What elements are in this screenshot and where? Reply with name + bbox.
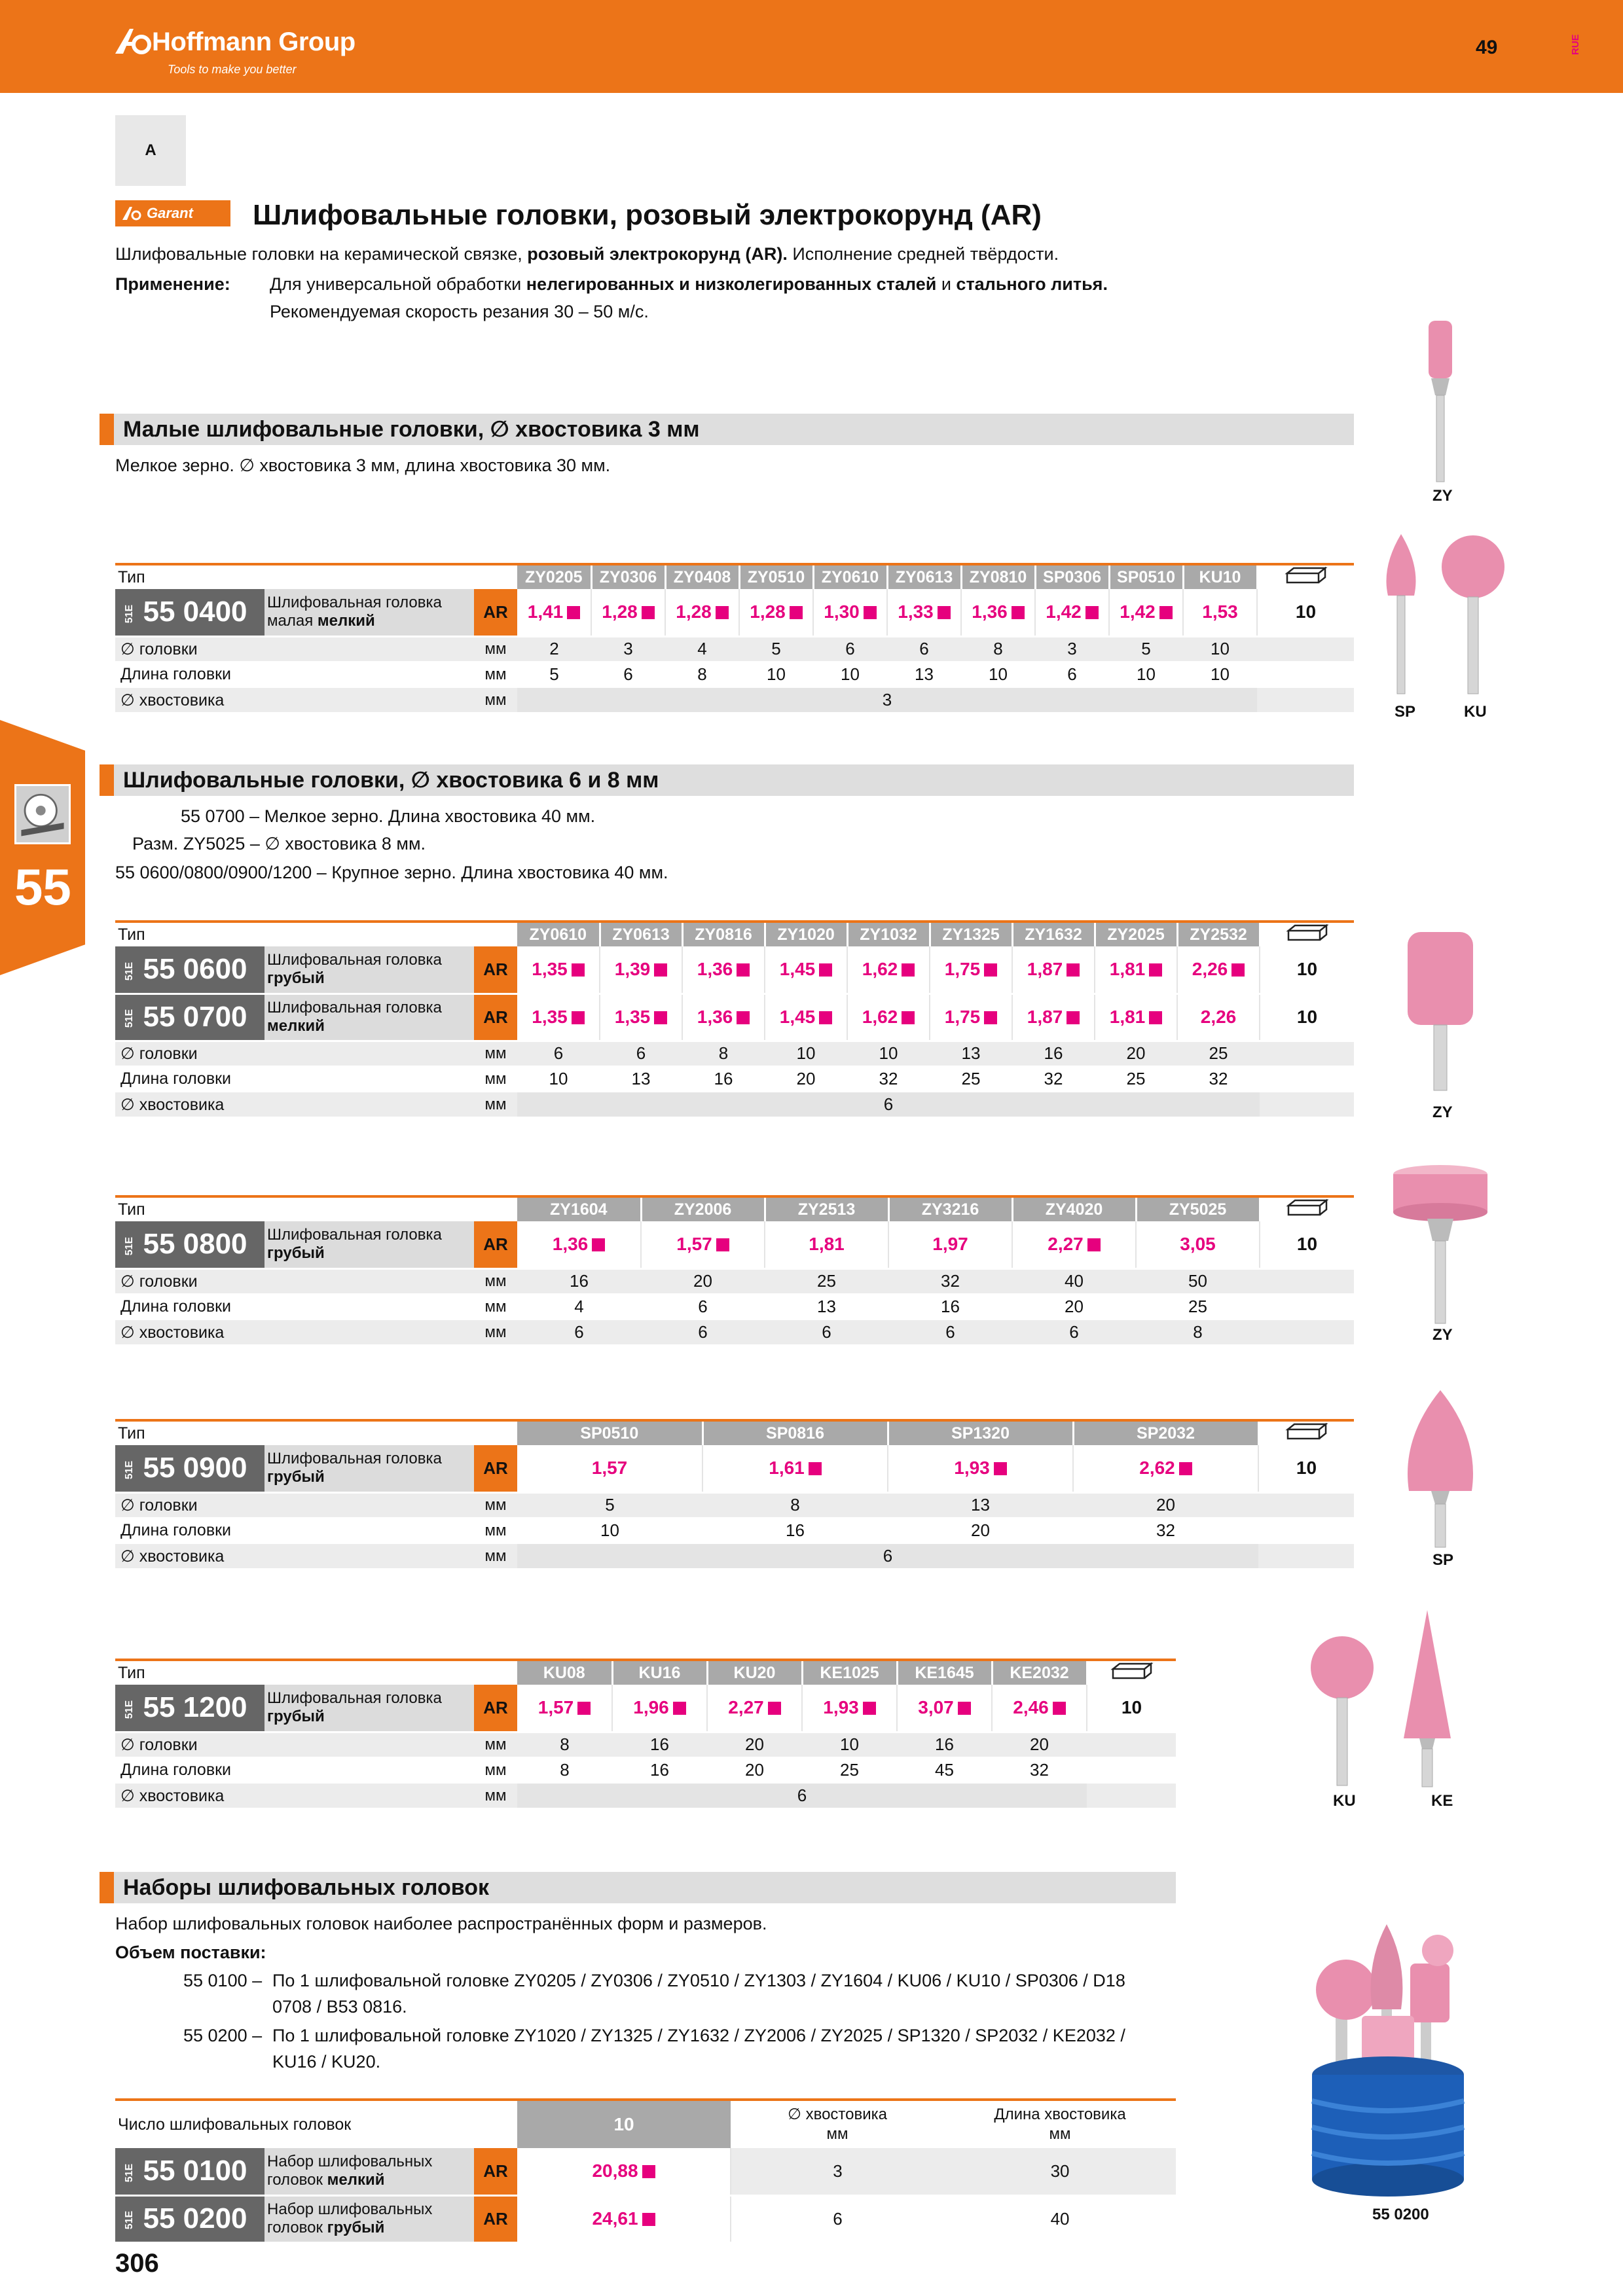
price: 1,81 bbox=[1095, 946, 1177, 994]
spec-value: 32 bbox=[888, 1268, 1012, 1294]
caption-set: 55 0200 bbox=[1372, 2206, 1429, 2223]
abrasive-ar: AR bbox=[474, 2148, 517, 2195]
abrasive-ar: AR bbox=[474, 589, 517, 636]
type-code: ZY1604 bbox=[517, 1196, 641, 1221]
spec-value: 10 bbox=[765, 1041, 847, 1066]
price: 1,61 bbox=[702, 1445, 888, 1492]
package-box-icon bbox=[1260, 1196, 1354, 1221]
article-number: 51E 55 0700 bbox=[115, 994, 264, 1041]
shank-diameter: 3 bbox=[731, 2148, 944, 2195]
spec-label: ∅ хвостовика bbox=[115, 1543, 474, 1569]
caption-ku: KU bbox=[1333, 1792, 1356, 1810]
spec-value: 25 bbox=[1177, 1041, 1260, 1066]
sp-ku-heads-image bbox=[1381, 528, 1525, 699]
price: 1,57 bbox=[517, 1445, 702, 1492]
spec-value: 5 bbox=[517, 662, 591, 687]
article-number: 51E 55 1200 bbox=[115, 1685, 264, 1732]
spec-value: 25 bbox=[930, 1066, 1012, 1092]
price: 1,81 bbox=[1095, 994, 1177, 1041]
spec-value: 25 bbox=[765, 1268, 888, 1294]
spec-label: ∅ хвостовика bbox=[115, 1319, 474, 1345]
section-letter: A bbox=[115, 115, 186, 186]
type-label: Тип bbox=[115, 1660, 517, 1685]
spec-value: 6 bbox=[1012, 1319, 1136, 1345]
page-title: Шлифовальные головки, розовый электрокорунд (AR) bbox=[253, 199, 1042, 231]
price: 1,93 bbox=[888, 1445, 1073, 1492]
set-count-label: Число шлифовальных головок bbox=[115, 2100, 517, 2148]
type-code: KU20 bbox=[707, 1660, 802, 1685]
article-description: Шлифовальная головка грубый bbox=[264, 1685, 474, 1732]
type-code: ZY0613 bbox=[600, 922, 682, 946]
spec-value: 13 bbox=[887, 662, 961, 687]
spec-unit: мм bbox=[474, 1268, 517, 1294]
price: 2,62 bbox=[1073, 1445, 1258, 1492]
chapter-tab bbox=[0, 720, 85, 975]
spec-value: 16 bbox=[702, 1518, 888, 1543]
spec-value: 6 bbox=[888, 1319, 1012, 1345]
price: 1,96 bbox=[612, 1685, 707, 1732]
price: 1,45 bbox=[765, 946, 847, 994]
brand-tagline: Tools to make you better bbox=[168, 63, 297, 76]
type-code: ZY2025 bbox=[1095, 922, 1177, 946]
article-number: 51E 55 0200 bbox=[115, 2195, 264, 2242]
spec-value: 13 bbox=[888, 1492, 1073, 1518]
spec-value: 32 bbox=[992, 1757, 1087, 1783]
package-box-icon bbox=[1257, 564, 1354, 589]
type-code: SP0306 bbox=[1035, 564, 1109, 589]
spec-value: 5 bbox=[739, 636, 813, 662]
article-description: Набор шлифовальных головок грубый bbox=[264, 2195, 474, 2242]
spec-unit: мм bbox=[474, 1294, 517, 1319]
price: 1,30 bbox=[813, 589, 887, 636]
table-sets bbox=[115, 2098, 1176, 2244]
spec-unit: мм bbox=[474, 1732, 517, 1757]
price: 2,46 bbox=[992, 1685, 1087, 1732]
type-code: KU10 bbox=[1183, 564, 1257, 589]
spec-value: 10 bbox=[813, 662, 887, 687]
price: 1,57 bbox=[517, 1685, 612, 1732]
spec-value: 10 bbox=[1183, 636, 1257, 662]
abrasive-ar: AR bbox=[474, 1685, 517, 1732]
section-note: 55 0700 – Мелкое зерно. Длина хвостовика 40 мм. bbox=[181, 806, 596, 826]
cutting-speed-note: Рекомендуемая скорость резания 30 – 50 м/с. bbox=[270, 302, 649, 321]
section-sets: Наборы шлифовальных головок bbox=[100, 1872, 1176, 1903]
hoffmann-logo-icon bbox=[114, 26, 152, 55]
caption-zy: ZY bbox=[1432, 487, 1453, 505]
type-code: SP1320 bbox=[888, 1420, 1073, 1445]
type-code: SP0510 bbox=[1109, 564, 1183, 589]
article-number: 51E 55 0900 bbox=[115, 1445, 264, 1492]
price: 1,75 bbox=[930, 946, 1012, 994]
article-number: 51E 55 0800 bbox=[115, 1221, 264, 1268]
spec-value: 16 bbox=[1012, 1041, 1095, 1066]
garant-badge bbox=[115, 200, 230, 226]
spec-unit: мм bbox=[474, 1492, 517, 1518]
spec-value: 8 bbox=[702, 1492, 888, 1518]
type-code: ZY1032 bbox=[847, 922, 930, 946]
price: 20,88 bbox=[517, 2148, 731, 2195]
article-description: Шлифовальная головка малая мелкий bbox=[264, 589, 474, 636]
spec-value: 6 bbox=[517, 1543, 1258, 1569]
price: 1,36 bbox=[682, 946, 765, 994]
spec-unit: мм bbox=[474, 1066, 517, 1092]
spec-label: ∅ головки bbox=[115, 1492, 474, 1518]
price: 1,33 bbox=[887, 589, 961, 636]
spec-value: 6 bbox=[813, 636, 887, 662]
type-code: KE1025 bbox=[802, 1660, 897, 1685]
abrasive-ar: AR bbox=[474, 994, 517, 1041]
article-number: 51E 55 0400 bbox=[115, 589, 264, 636]
price: 1,42 bbox=[1035, 589, 1109, 636]
ku-ke-heads-image bbox=[1303, 1607, 1473, 1791]
spec-value: 45 bbox=[897, 1757, 992, 1783]
spec-value: 20 bbox=[765, 1066, 847, 1092]
type-code: ZY4020 bbox=[1012, 1196, 1136, 1221]
section-small-heads: Малые шлифовальные головки, ∅ хвостовика 3 мм bbox=[100, 414, 1354, 445]
spec-label: ∅ головки bbox=[115, 1732, 474, 1757]
pack-quantity: 10 bbox=[1258, 1445, 1354, 1492]
spec-unit: мм bbox=[474, 1518, 517, 1543]
spec-value: 16 bbox=[612, 1757, 707, 1783]
type-code: ZY0610 bbox=[813, 564, 887, 589]
price: 1,45 bbox=[765, 994, 847, 1041]
price: 1,28 bbox=[739, 589, 813, 636]
price: 1,75 bbox=[930, 994, 1012, 1041]
spec-value: 10 bbox=[847, 1041, 930, 1066]
spec-value: 6 bbox=[517, 1092, 1260, 1117]
price: 1,87 bbox=[1012, 994, 1095, 1041]
package-box-icon bbox=[1258, 1420, 1354, 1445]
article-description: Шлифовальная головка грубый bbox=[264, 1445, 474, 1492]
price: 1,36 bbox=[682, 994, 765, 1041]
spec-value: 20 bbox=[707, 1757, 802, 1783]
spec-label: Длина головки bbox=[115, 1757, 474, 1783]
type-code: ZY0816 bbox=[682, 922, 765, 946]
caption-zy: ZY bbox=[1432, 1103, 1453, 1121]
caption-sp: SP bbox=[1395, 703, 1416, 721]
type-code: SP0510 bbox=[517, 1420, 702, 1445]
caption-ku: KU bbox=[1464, 703, 1487, 721]
type-code: ZY0810 bbox=[961, 564, 1035, 589]
table-550800 bbox=[115, 1195, 1354, 1346]
col-shank-diameter: ∅ хвостовика мм bbox=[731, 2100, 944, 2148]
price: 3,07 bbox=[897, 1685, 992, 1732]
spec-unit: мм bbox=[474, 1543, 517, 1569]
spec-label: ∅ хвостовика bbox=[115, 1783, 474, 1808]
spec-value: 6 bbox=[517, 1783, 1087, 1808]
spec-value: 32 bbox=[847, 1066, 930, 1092]
spec-value: 6 bbox=[517, 1041, 600, 1066]
spec-value: 20 bbox=[1073, 1492, 1258, 1518]
spec-value: 6 bbox=[641, 1319, 765, 1345]
spec-value: 16 bbox=[682, 1066, 765, 1092]
page-number-top: 49 bbox=[1476, 37, 1498, 58]
price: 2,26 bbox=[1177, 946, 1260, 994]
spec-value: 8 bbox=[1136, 1319, 1260, 1345]
spec-label: Длина головки bbox=[115, 1066, 474, 1092]
type-code: ZY0408 bbox=[665, 564, 739, 589]
spec-value: 10 bbox=[517, 1066, 600, 1092]
type-code: ZY1325 bbox=[930, 922, 1012, 946]
caption-ke: KE bbox=[1431, 1792, 1453, 1810]
spec-value: 32 bbox=[1012, 1066, 1095, 1092]
article-description: Шлифовальная головка грубый bbox=[264, 946, 474, 994]
caption-zy: ZY bbox=[1432, 1326, 1453, 1344]
type-label: Тип bbox=[115, 1420, 517, 1445]
spec-value: 6 bbox=[600, 1041, 682, 1066]
abrasive-ar: AR bbox=[474, 1221, 517, 1268]
type-code: ZY5025 bbox=[1136, 1196, 1260, 1221]
spec-value: 6 bbox=[765, 1319, 888, 1345]
price: 2,27 bbox=[707, 1685, 802, 1732]
article-number: 51E 55 0600 bbox=[115, 946, 264, 994]
type-label: Тип bbox=[115, 564, 517, 589]
price: 1,28 bbox=[591, 589, 665, 636]
article-number: 51E 55 0100 bbox=[115, 2148, 264, 2195]
language-tag: RUE bbox=[1570, 34, 1581, 55]
garant-label: Garant bbox=[147, 205, 193, 221]
brand-name: Hoffmann Group bbox=[152, 27, 356, 56]
spec-value: 20 bbox=[992, 1732, 1087, 1757]
sets-scope-label: Объем поставки: bbox=[115, 1943, 266, 1962]
shank-length: 30 bbox=[944, 2148, 1176, 2195]
price: 1,57 bbox=[641, 1221, 765, 1268]
type-code: SP2032 bbox=[1073, 1420, 1258, 1445]
spec-label: ∅ головки bbox=[115, 1041, 474, 1066]
spec-value: 6 bbox=[887, 636, 961, 662]
pack-quantity: 10 bbox=[1260, 946, 1354, 994]
pack-quantity: 10 bbox=[1257, 589, 1354, 636]
type-label: Тип bbox=[115, 1196, 517, 1221]
table-551200 bbox=[115, 1659, 1176, 1809]
spec-value: 25 bbox=[1095, 1066, 1177, 1092]
spec-value: 3 bbox=[591, 636, 665, 662]
pack-quantity: 10 bbox=[1260, 994, 1354, 1041]
spec-value: 3 bbox=[517, 687, 1257, 713]
price: 1,53 bbox=[1183, 589, 1257, 636]
table-550600-550700 bbox=[115, 920, 1354, 1118]
spec-unit: мм bbox=[474, 1092, 517, 1117]
shank-length: 40 bbox=[944, 2195, 1176, 2242]
spec-value: 8 bbox=[517, 1732, 612, 1757]
spec-unit: мм bbox=[474, 1757, 517, 1783]
price: 1,39 bbox=[600, 946, 682, 994]
price: 2,27 bbox=[1012, 1221, 1136, 1268]
spec-unit: мм bbox=[474, 1783, 517, 1808]
spec-label: Длина головки bbox=[115, 1294, 474, 1319]
sp-head-large-image bbox=[1395, 1386, 1486, 1550]
spec-value: 20 bbox=[888, 1518, 1073, 1543]
type-code: ZY0613 bbox=[887, 564, 961, 589]
spec-value: 8 bbox=[682, 1041, 765, 1066]
type-code: ZY0205 bbox=[517, 564, 591, 589]
spec-value: 6 bbox=[1035, 662, 1109, 687]
abrasive-ar: AR bbox=[474, 2195, 517, 2242]
spec-value: 25 bbox=[802, 1757, 897, 1783]
caption-sp: SP bbox=[1432, 1551, 1454, 1569]
article-description: Набор шлифовальных головок мелкий bbox=[264, 2148, 474, 2195]
spec-unit: мм bbox=[474, 662, 517, 687]
type-code: ZY1632 bbox=[1012, 922, 1095, 946]
spec-value: 4 bbox=[517, 1294, 641, 1319]
set-item: 55 0200 – По 1 шлифовальной головке ZY1020 / ZY1325 / ZY1632 / ZY2006 / ZY2025 / SP1320 / SP2032 / KE2032 / KU16 / KU20. bbox=[183, 2026, 1125, 2072]
spec-label: ∅ хвостовика bbox=[115, 687, 474, 713]
spec-value: 40 bbox=[1012, 1268, 1136, 1294]
type-code: ZY1020 bbox=[765, 922, 847, 946]
spec-value: 10 bbox=[1109, 662, 1183, 687]
price: 24,61 bbox=[517, 2195, 731, 2242]
spec-label: ∅ хвостовика bbox=[115, 1092, 474, 1117]
package-box-icon bbox=[1087, 1660, 1176, 1685]
abrasive-ar: AR bbox=[474, 1445, 517, 1492]
spec-value: 20 bbox=[1012, 1294, 1136, 1319]
col-shank-length: Длина хвостовика мм bbox=[944, 2100, 1176, 2148]
type-code: ZY0510 bbox=[739, 564, 813, 589]
price: 1,35 bbox=[600, 994, 682, 1041]
spec-value: 10 bbox=[961, 662, 1035, 687]
spec-value: 20 bbox=[641, 1268, 765, 1294]
type-code: ZY0610 bbox=[517, 922, 600, 946]
section-heads-6-8: Шлифовальные головки, ∅ хвостовика 6 и 8 мм bbox=[100, 764, 1354, 796]
spec-value: 50 bbox=[1136, 1268, 1260, 1294]
spec-value: 13 bbox=[930, 1041, 1012, 1066]
spec-value: 16 bbox=[888, 1294, 1012, 1319]
spec-value: 8 bbox=[961, 636, 1035, 662]
price: 1,36 bbox=[961, 589, 1035, 636]
spec-value: 10 bbox=[739, 662, 813, 687]
pack-quantity: 10 bbox=[1087, 1685, 1176, 1732]
spec-unit: мм bbox=[474, 1041, 517, 1066]
spec-value: 13 bbox=[600, 1066, 682, 1092]
type-code: ZY0306 bbox=[591, 564, 665, 589]
application-label: Применение: bbox=[115, 274, 230, 294]
spec-value: 20 bbox=[707, 1732, 802, 1757]
spec-value: 8 bbox=[665, 662, 739, 687]
price: 1,87 bbox=[1012, 946, 1095, 994]
garant-logo-icon bbox=[122, 206, 141, 221]
chapter-number: 55 bbox=[14, 858, 71, 916]
type-label: Тип bbox=[115, 922, 517, 946]
sets-description: Набор шлифовальных головок наиболее распространённых форм и размеров. bbox=[115, 1914, 767, 1933]
table-550900 bbox=[115, 1419, 1354, 1570]
spec-value: 16 bbox=[517, 1268, 641, 1294]
section-note: Разм. ZY5025 – ∅ хвостовика 8 мм. bbox=[132, 834, 426, 853]
spec-unit: мм bbox=[474, 687, 517, 713]
spec-label: Длина головки bbox=[115, 1518, 474, 1543]
type-code: SP0816 bbox=[702, 1420, 888, 1445]
application-line: Применение: Для универсальной обработки нелегированных и низколегированных сталей и стального литья. bbox=[115, 271, 1108, 297]
spec-value: 10 bbox=[517, 1518, 702, 1543]
price: 1,36 bbox=[517, 1221, 641, 1268]
shank-diameter: 6 bbox=[731, 2195, 944, 2242]
spec-value: 13 bbox=[765, 1294, 888, 1319]
type-code: KE2032 bbox=[992, 1660, 1087, 1685]
table-550400 bbox=[115, 563, 1354, 713]
type-code: ZY2532 bbox=[1177, 922, 1260, 946]
spec-value: 32 bbox=[1073, 1518, 1258, 1543]
spec-value: 6 bbox=[517, 1319, 641, 1345]
spec-value: 3 bbox=[1035, 636, 1109, 662]
spec-value: 5 bbox=[517, 1492, 702, 1518]
price: 1,35 bbox=[517, 994, 600, 1041]
spec-value: 2 bbox=[517, 636, 591, 662]
package-box-icon bbox=[1260, 922, 1354, 946]
article-description: Шлифовальная головка грубый bbox=[264, 1221, 474, 1268]
article-description: Шлифовальная головка мелкий bbox=[264, 994, 474, 1041]
type-code: ZY2006 bbox=[641, 1196, 765, 1221]
grinding-set-image bbox=[1309, 1911, 1467, 2199]
type-code: KU08 bbox=[517, 1660, 612, 1685]
price: 3,05 bbox=[1136, 1221, 1260, 1268]
spec-unit: мм bbox=[474, 636, 517, 662]
spec-value: 16 bbox=[897, 1732, 992, 1757]
section-note: 55 0600/0800/0900/1200 – Крупное зерно. Длина хвостовика 40 мм. bbox=[115, 863, 668, 882]
price: 1,62 bbox=[847, 994, 930, 1041]
set-count-value: 10 bbox=[517, 2100, 731, 2148]
spec-value: 4 bbox=[665, 636, 739, 662]
spec-value: 20 bbox=[1095, 1041, 1177, 1066]
spec-value: 10 bbox=[802, 1732, 897, 1757]
price: 1,28 bbox=[665, 589, 739, 636]
spec-value: 16 bbox=[612, 1732, 707, 1757]
spec-value: 6 bbox=[591, 662, 665, 687]
spec-value: 25 bbox=[1136, 1294, 1260, 1319]
type-code: ZY2513 bbox=[765, 1196, 888, 1221]
price: 1,42 bbox=[1109, 589, 1183, 636]
spec-value: 32 bbox=[1177, 1066, 1260, 1092]
spec-label: ∅ головки bbox=[115, 1268, 474, 1294]
spec-label: ∅ головки bbox=[115, 636, 474, 662]
price: 1,81 bbox=[765, 1221, 888, 1268]
spec-label: Длина головки bbox=[115, 662, 474, 687]
price: 1,93 bbox=[802, 1685, 897, 1732]
price: 2,26 bbox=[1177, 994, 1260, 1041]
type-code: KE1645 bbox=[897, 1660, 992, 1685]
spec-unit: мм bbox=[474, 1319, 517, 1345]
spec-value: 10 bbox=[1183, 662, 1257, 687]
abrasive-ar: AR bbox=[474, 946, 517, 994]
spec-value: 8 bbox=[517, 1757, 612, 1783]
pack-quantity: 10 bbox=[1260, 1221, 1354, 1268]
price: 1,97 bbox=[888, 1221, 1012, 1268]
spec-value: 6 bbox=[641, 1294, 765, 1319]
grinding-wheel-icon bbox=[14, 784, 71, 844]
zy-disc-head-image bbox=[1388, 1162, 1493, 1326]
set-item: 55 0100 – По 1 шлифовальной головке ZY0205 / ZY0306 / ZY0510 / ZY1303 / ZY1604 / KU06 / KU10 / SP0306 / D18 0708 / B53 0816. bbox=[183, 1971, 1125, 2017]
price: 1,41 bbox=[517, 589, 591, 636]
price: 1,62 bbox=[847, 946, 930, 994]
intro-line: Шлифовальные головки на керамической связке, розовый электрокорунд (AR). Исполнение средней твёрдости. bbox=[115, 244, 1059, 264]
type-code: ZY3216 bbox=[888, 1196, 1012, 1221]
price: 1,35 bbox=[517, 946, 600, 994]
zy-head-image bbox=[1408, 318, 1473, 486]
page-number-footer: 306 bbox=[115, 2249, 159, 2278]
section-small-heads-note: Мелкое зерно. ∅ хвостовика 3 мм, длина хвостовика 30 мм. bbox=[115, 456, 611, 475]
spec-value: 5 bbox=[1109, 636, 1183, 662]
type-code: KU16 bbox=[612, 1660, 707, 1685]
zy-head-large-image bbox=[1388, 928, 1493, 1093]
